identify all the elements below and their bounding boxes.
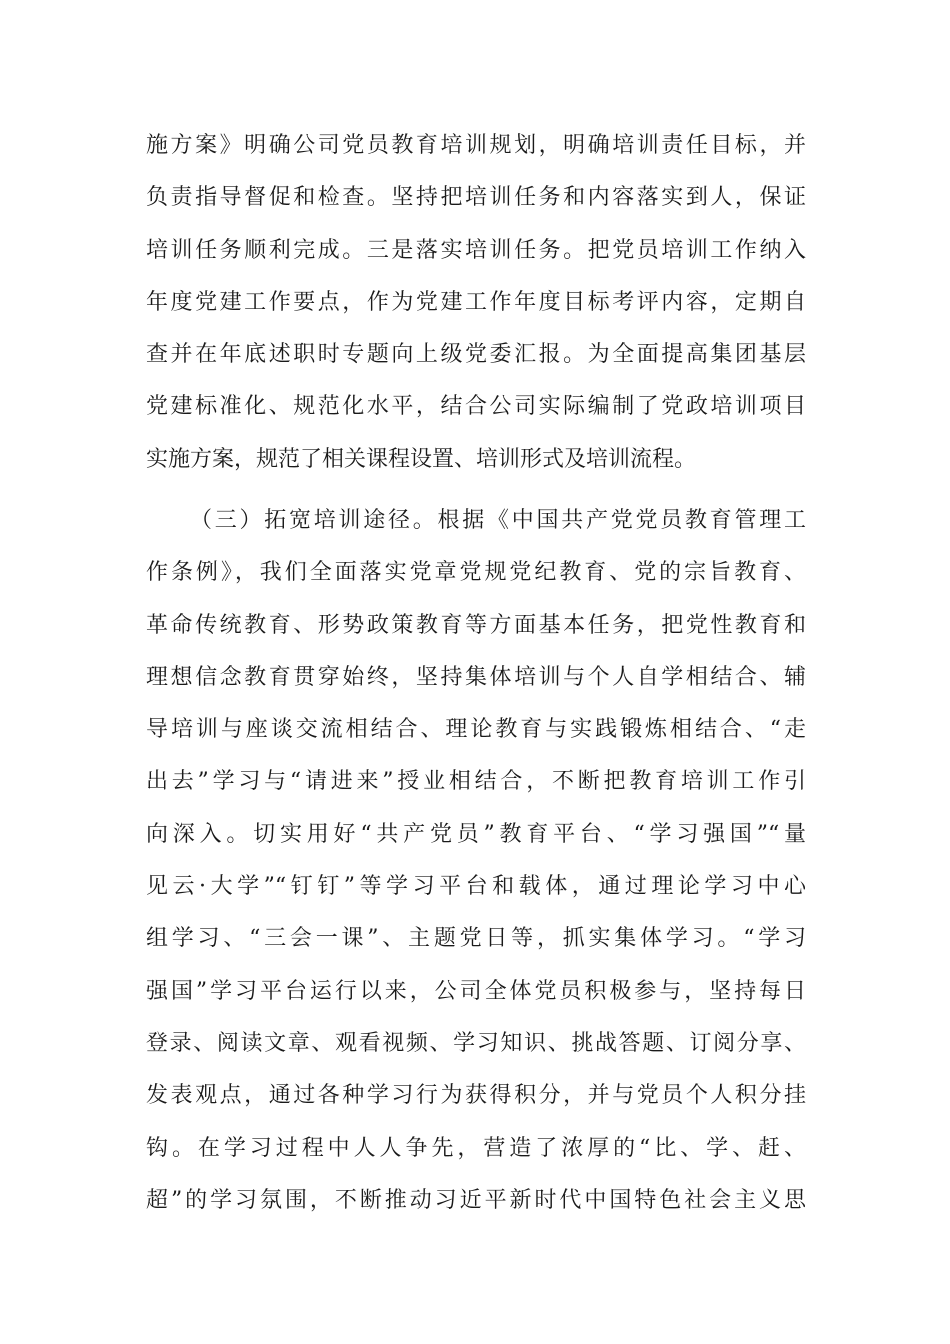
paragraph-2-line-7: 向深入。切实用好“共产党员”教育平台、“学习强国”“量: [146, 821, 806, 847]
paragraph-2-line-11: 登录、阅读文章、观看视频、学习知识、挑战答题、订阅分享、: [146, 1030, 806, 1056]
paragraph-2-line-9: 组学习、“三会一课”、主题党日等，抓实集体学习。“学习: [146, 926, 806, 952]
paragraph-2-line-4: 理想信念教育贯穿始终，坚持集体培训与个人自学相结合、辅: [146, 664, 806, 690]
paragraph-1-line-4: 年度党建工作要点，作为党建工作年度目标考评内容，定期自: [146, 289, 806, 315]
paragraph-2-line-8: 见云·大学”“钉钉”等学习平台和载体，通过理论学习中心: [146, 874, 806, 900]
paragraph-2-line-3: 革命传统教育、形势政策教育等方面基本任务，把党性教育和: [146, 612, 806, 638]
paragraph-2-line-13: 钩。在学习过程中人人争先，营造了浓厚的“比、学、赶、: [146, 1135, 806, 1161]
paragraph-2-line-2: 作条例》，我们全面落实党章党规党纪教育、党的宗旨教育、: [146, 560, 806, 586]
paragraph-1-line-1: 施方案》明确公司党员教育培训规划，明确培训责任目标，并: [146, 133, 806, 158]
paragraph-1-line-3: 培训任务顺利完成。三是落实培训任务。把党员培训工作纳入: [146, 237, 806, 263]
paragraph-2-line-6: 出去”学习与“请进来”授业相结合，不断把教育培训工作引: [146, 769, 806, 795]
paragraph-1-line-2: 负责指导督促和检查。坚持把培训任务和内容落实到人，保证: [146, 185, 806, 211]
paragraph-2-line-14: 超”的学习氛围，不断推动习近平新时代中国特色社会主义思: [146, 1187, 806, 1213]
paragraph-1: [146, 128, 806, 494]
paragraph-2: [146, 503, 806, 1235]
paragraph-2-line-5: 导培训与座谈交流相结合、理论教育与实践锻炼相结合、“走: [146, 717, 806, 743]
paragraph-2-line-1: （三）拓宽培训途径。根据《中国共产党党员教育管理工: [190, 508, 806, 533]
paragraph-2-line-12: 发表观点，通过各种学习行为获得积分，并与党员个人积分挂: [146, 1083, 806, 1109]
paragraph-2-line-10: 强国”学习平台运行以来，公司全体党员积极参与，坚持每日: [146, 978, 806, 1004]
paragraph-1-line-6: 党建标准化、规范化水平，结合公司实际编制了党政培训项目: [146, 394, 806, 420]
paragraph-1-line-7: 实施方案，规范了相关课程设置、培训形式及培训流程。: [146, 446, 697, 472]
paragraph-1-line-5: 查并在年底述职时专题向上级党委汇报。为全面提高集团基层: [146, 342, 806, 368]
